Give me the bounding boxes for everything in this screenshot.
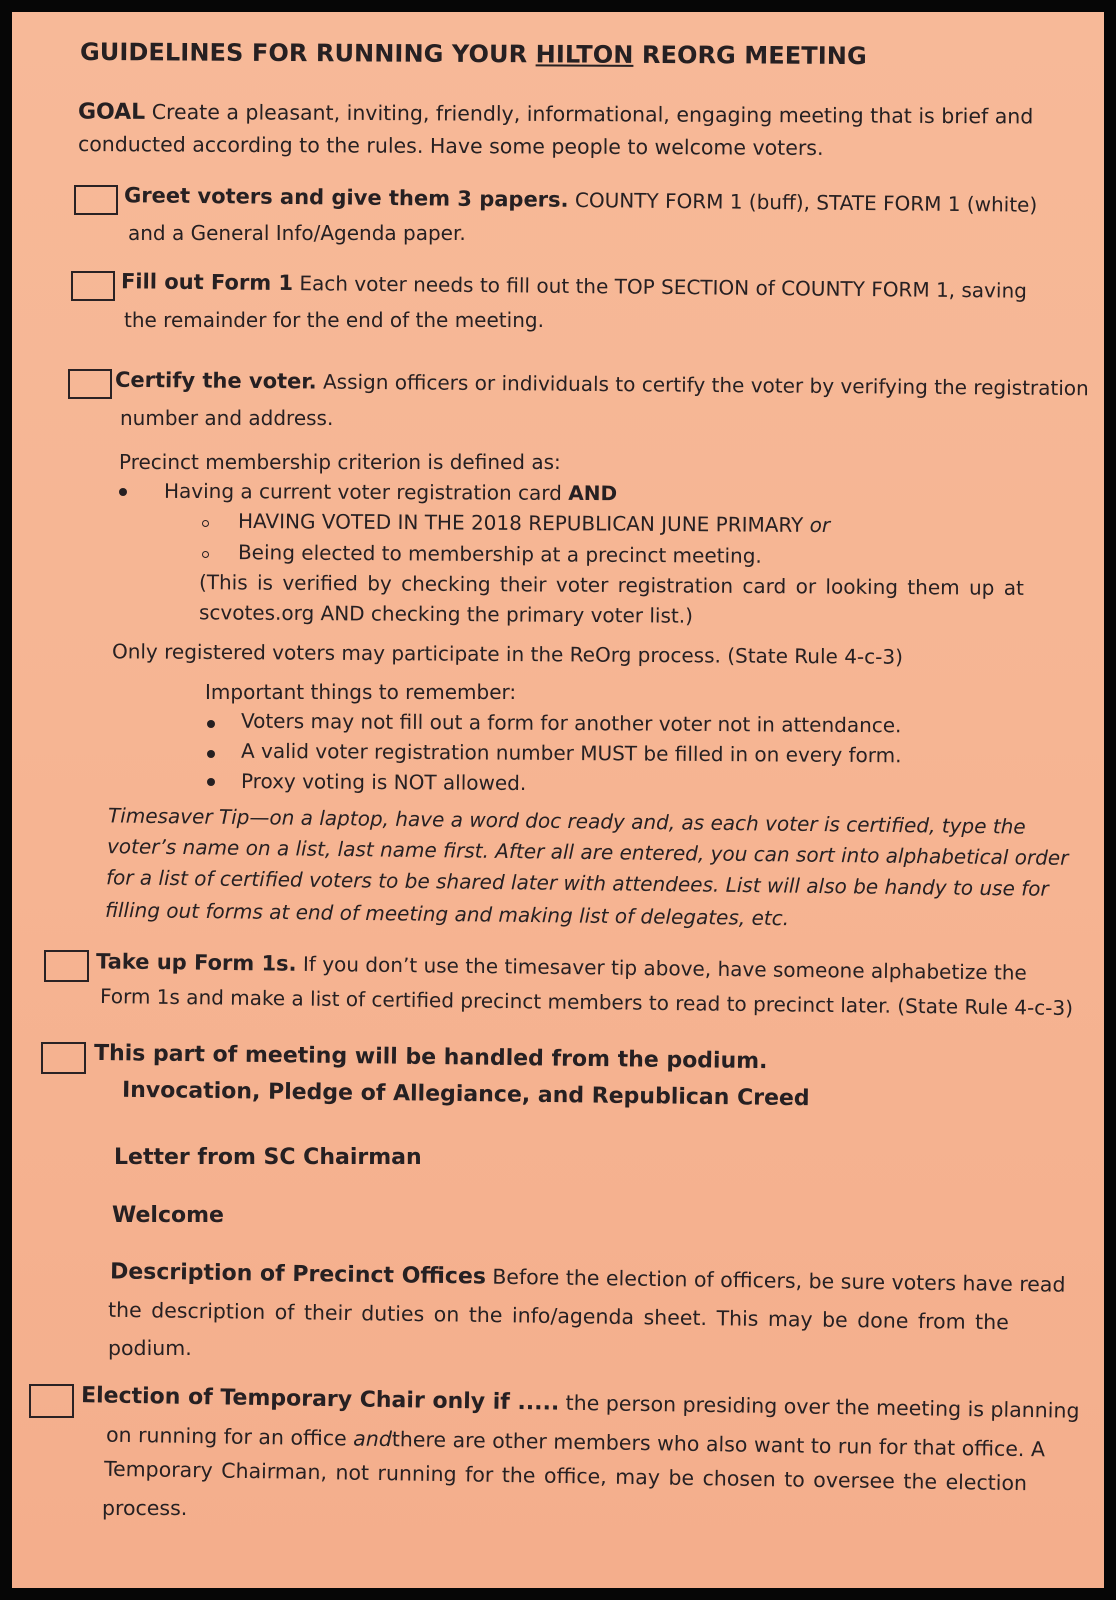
important-rule-3: Proxy voting is NOT allowed. [240,769,527,795]
sub-bullet-1 [238,509,830,537]
sub-1-or: or [809,512,831,538]
sub-bullet-circle [202,520,209,527]
description-line-1 [110,1259,1066,1297]
sub-1-text: HAVING VOTED IN THE 2018 REPUBLICAN JUNE PRIMARY [237,508,804,537]
only-registered-text: Only registered voters may participate in the ReOrg process. (State Rule 4-c-3) [111,639,904,669]
podium-invocation: Invocation, Pledge of Allegiance, and Republican Creed [121,1077,810,1112]
tip-line-3: for a list of certified voters to be shared later with attendees. List will also be handy to use for [105,865,1049,901]
election-text-2b: there are other members who also want to run for that office. A [391,1427,1046,1462]
takeup-line-1 [96,949,1027,984]
criterion-bullet-1 [164,479,617,505]
checkbox-certify[interactable] [68,369,112,399]
tip-line-4: filling out forms at end of meeting and making list of delegates, etc. [104,897,790,931]
bullet-dot [119,488,127,496]
takeup-text-1: If you don’t use the timesaver tip above, have someone alphabetize the [302,951,1027,985]
takeup-heading: Take up Form 1s. [95,949,297,976]
checkbox-podium[interactable] [41,1042,86,1074]
important-rule-2: A valid voter registration number MUST be filled in on every form. [240,738,902,768]
greet-line-2: and a General Info/Agenda paper. [128,221,466,245]
description-line-2: the description of their duties on the info/agenda sheet. This may be done from the [107,1297,1009,1335]
election-line-2 [106,1423,1045,1462]
criterion-text: Precinct membership criterion is defined as: [119,450,561,474]
certify-heading: Certify the voter. [114,367,317,394]
greet-text-1: COUNTY FORM 1 (buff), STATE FORM 1 (white) [574,187,1038,217]
election-heading: Election of Temporary Chair only if ..... [80,1383,560,1416]
verify-line-1: (This is verified by checking their voter registration card or looking them up at [198,570,1024,600]
election-text-1: the person presiding over the meeting is planning [565,1390,1080,1423]
goal-line-2: conducted according to the rules. Have some people to welcome voters. [77,132,824,160]
checkbox-fill-form[interactable] [71,271,115,301]
bullet-dot [207,778,215,786]
goal-label: GOAL [77,99,146,125]
description-heading: Description of Precinct Offices [109,1259,487,1290]
takeup-line-2: Form 1s and make a list of certified precinct members to read to precinct later. (State Rule 4-c-3) [99,984,1074,1020]
title-suffix: REORG MEETING [633,40,867,71]
form1-heading: Fill out Form 1 [120,269,294,296]
podium-letter: Letter from SC Chairman [114,1145,422,1170]
bullet-1-and: AND [568,480,618,506]
important-rule-1: Voters may not fill out a form for another voter not in attendance. [240,708,902,738]
podium-heading: This part of meeting will be handled from the podium. [93,1040,768,1075]
form1-line-2: the remainder for the end of the meeting. [124,308,544,332]
verify-line-2: scvotes.org AND checking the primary voter list.) [198,600,694,628]
tip-line-2: voter’s name on a list, last name first. After all are entered, you can sort into alphabetical order [106,834,1069,870]
certify-line-1 [115,368,1089,400]
page-title [80,38,867,70]
bullet-dot [207,720,215,728]
title-underlined: HILTON [535,40,634,69]
certify-line-2: number and address. [120,406,334,430]
election-line-4: process. [102,1496,188,1520]
election-line-1 [81,1383,1080,1424]
checkbox-take-up[interactable] [44,950,89,982]
election-line-3: Temporary Chairman, not running for the office, may be chosen to oversee the election [103,1456,1028,1496]
description-line-3: podium. [108,1336,192,1360]
sub-bullet-2: Being elected to membership at a precinct meeting. [237,540,762,568]
goal-text-1: Create a pleasant, inviting, friendly, informational, engaging meeting that is brief and [151,99,1034,129]
sub-bullet-circle [202,551,209,558]
description-text-1: Before the election of officers, be sure voters have read [492,1264,1066,1297]
greet-heading: Greet voters and give them 3 papers. [123,183,569,212]
title-prefix: GUIDELINES FOR RUNNING YOUR [79,37,536,69]
election-text-2a: on running for an office [105,1422,347,1451]
greet-line-1 [124,183,1037,217]
tip-line-1: Timesaver Tip—on a laptop, have a word doc ready and, as each voter is certified, type the [107,803,1026,839]
form1-text-1: Each voter needs to fill out the TOP SECTION of COUNTY FORM 1, saving [299,271,1028,303]
election-text-2-and: and [353,1426,393,1452]
important-heading: Important things to remember: [205,680,517,704]
goal-line-1 [78,99,1033,129]
handout-sheet [12,12,1104,1588]
bullet-1-text: Having a current voter registration card [163,478,562,505]
podium-welcome: Welcome [112,1203,224,1228]
bullet-dot [207,750,215,758]
certify-text-1: Assign officers or individuals to certify the voter by verifying the registration [322,369,1089,401]
checkbox-election[interactable] [29,1384,74,1418]
form1-line-1 [121,269,1027,302]
checkbox-greet[interactable] [74,185,118,215]
